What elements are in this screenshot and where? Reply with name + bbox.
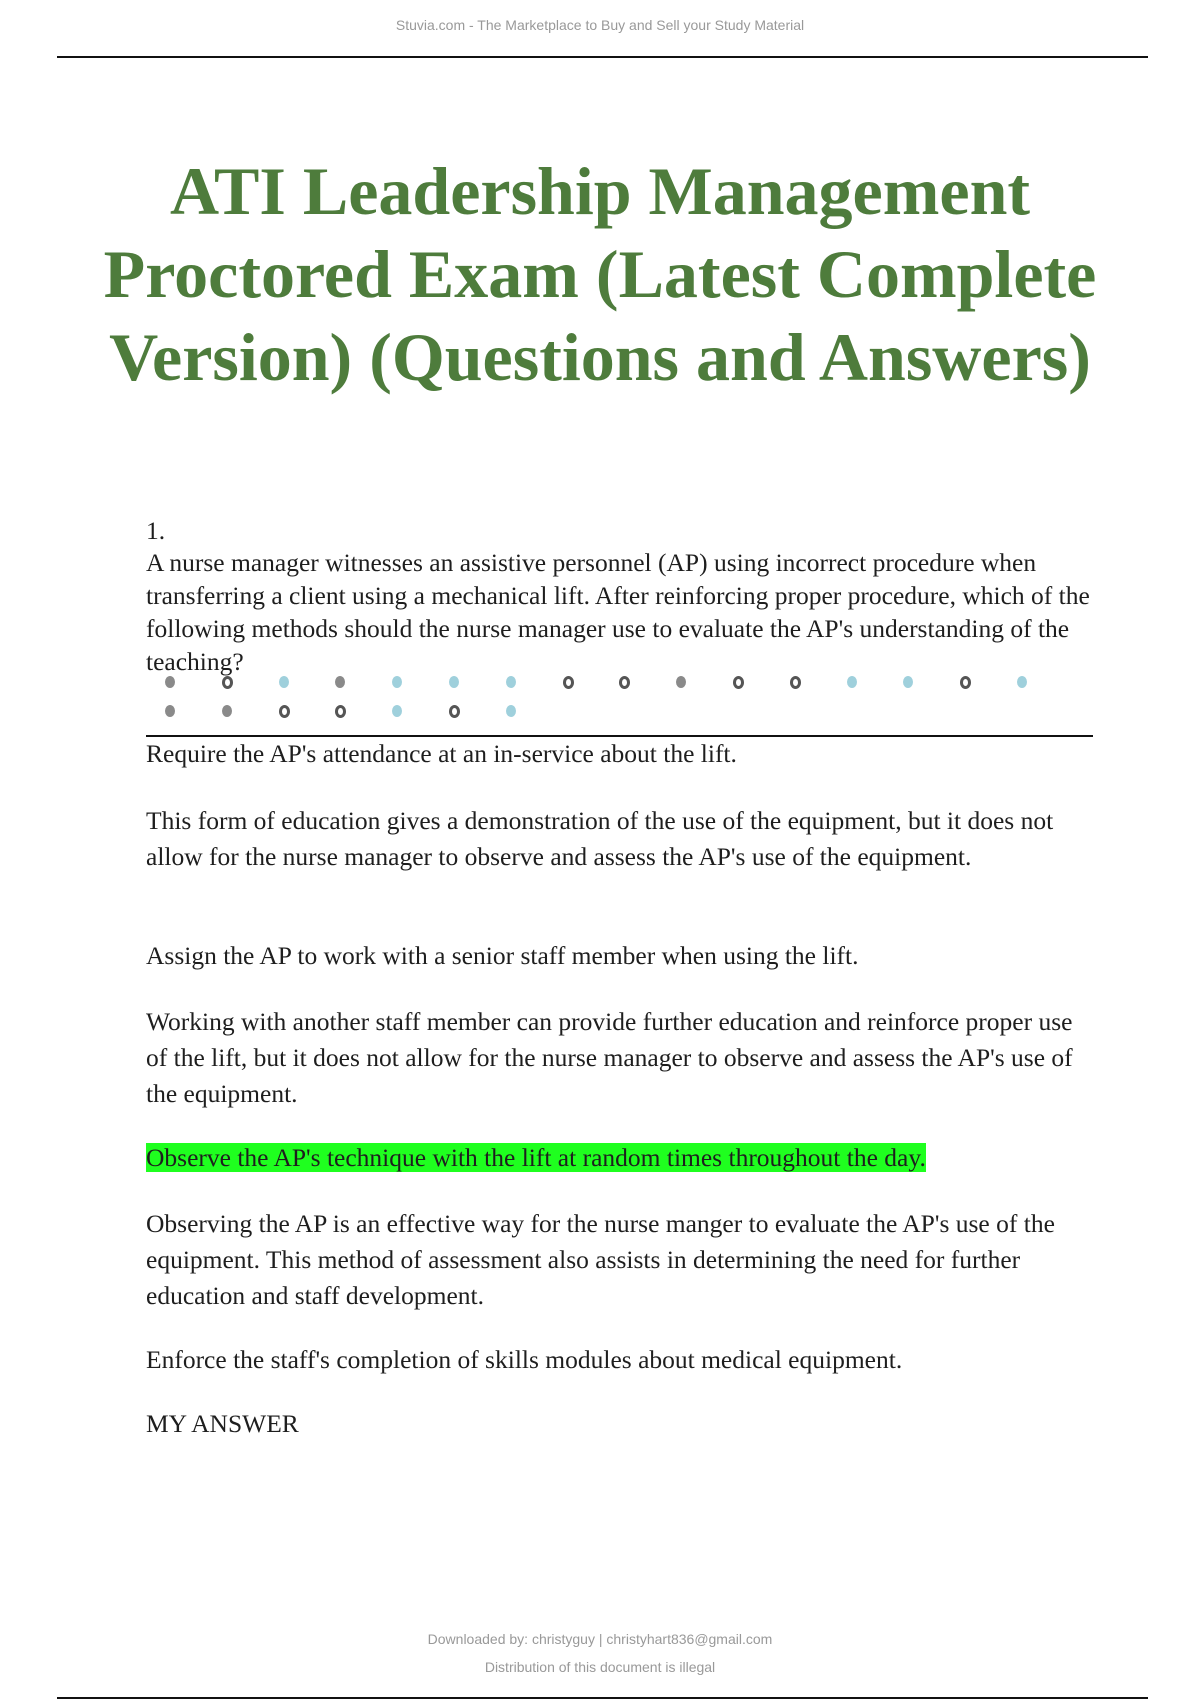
dot-gray-icon — [676, 676, 686, 688]
rationale-3: Observing the AP is an effective way for the nurse manger to evaluate the AP's use of the equipment. This method of assessment also assists in determining the need for further education and staff development. — [146, 1209, 1055, 1310]
option-2: Assign the AP to work with a senior staff member when using the lift. — [146, 941, 859, 970]
dot-blue-icon — [392, 705, 402, 717]
question-number: 1. — [146, 516, 166, 545]
dot-ring-icon — [222, 676, 233, 689]
dot-ring-icon — [960, 676, 971, 689]
dots-row-1 — [165, 672, 1065, 692]
my-answer-label: MY ANSWER — [146, 1409, 299, 1438]
dot-ring-icon — [449, 705, 460, 718]
dot-blue-icon — [506, 676, 516, 688]
dot-blue-icon — [903, 676, 913, 688]
dot-ring-icon — [733, 676, 744, 689]
dot-blue-icon — [1017, 676, 1027, 688]
rationale-1: This form of education gives a demonstration of the use of the equipment, but it does not allow for the nurse manager to observe and assess the AP's use of the equipment. — [146, 806, 1054, 871]
dot-blue-icon — [392, 676, 402, 688]
dot-blue-icon — [847, 676, 857, 688]
dots-row-2 — [165, 701, 1065, 721]
dot-gray-icon — [165, 676, 175, 688]
footer-downloaded: Downloaded by: christyguy | christyhart836@gmail.com — [427, 1631, 773, 1647]
dot-gray-icon — [222, 705, 232, 717]
footer-notice: Distribution of this document is illegal — [484, 1659, 716, 1675]
rationale-2: Working with another staff member can provide further education and reinforce proper use of the lift, but it does not allow for the nurse manager to observe and assess the AP's use of the equipment. — [146, 1007, 1073, 1108]
question-text: A nurse manager witnesses an assistive personnel (AP) using incorrect procedure when transferring a client using a mechanical lift. After reinforcing proper procedure, which of the following methods should the nurse manager use to evaluate the AP's understanding of the teaching? — [146, 548, 1090, 676]
dot-blue-icon — [279, 676, 289, 688]
dot-ring-icon — [335, 705, 346, 718]
dot-ring-icon — [790, 676, 801, 689]
dot-gray-icon — [335, 676, 345, 688]
dot-ring-icon — [279, 705, 290, 718]
dot-ring-icon — [563, 676, 574, 689]
option-1: Require the AP's attendance at an in-service about the lift. — [146, 739, 737, 768]
dot-gray-icon — [165, 705, 175, 717]
site-header: Stuvia.com - The Marketplace to Buy and Sell your Study Material — [395, 17, 805, 33]
dot-blue-icon — [449, 676, 459, 688]
footer-rule — [57, 1697, 1148, 1699]
option-4: Enforce the staff's completion of skills modules about medical equipment. — [146, 1345, 903, 1374]
dot-ring-icon — [619, 676, 630, 689]
dot-blue-icon — [506, 705, 516, 717]
option-3-correct: Observe the AP's technique with the lift at random times throughout the day. — [146, 1143, 926, 1172]
document-title: ATI Leadership Management Proctored Exam (Latest Complete Version) (Questions and Answers) — [103, 153, 1097, 395]
header-rule — [57, 56, 1148, 58]
